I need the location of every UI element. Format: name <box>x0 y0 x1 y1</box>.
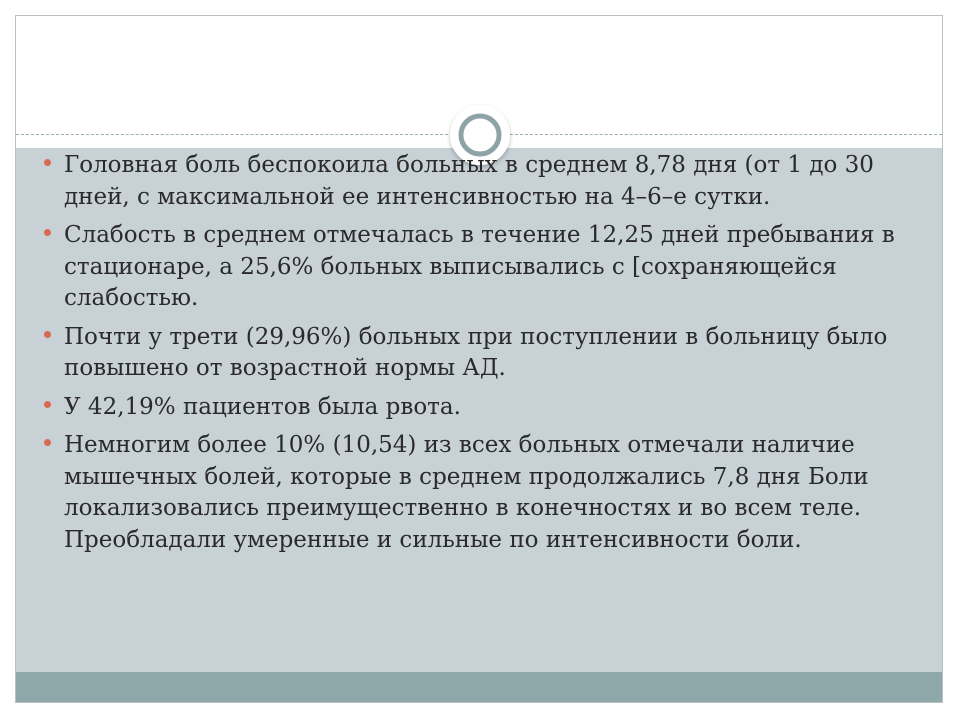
list-item <box>42 220 912 315</box>
bullet-text: Немногим более 10% (10,54) из всех больных отмечали наличие мышечных болей, которые в среднем продолжались 7,8 дня Боли локализовались преимущественно в конечностях и во всем теле. Преобладали умеренные и сильные по интенсивности боли. <box>64 432 869 553</box>
bullet-text: Головная боль беспокоила больных в среднем 8,78 дня (от 1 до 30 дней, с максимальной ее интенсивностью на 4–6–е сутки. <box>64 152 874 210</box>
footer-bar <box>16 672 942 703</box>
list-item <box>42 392 912 424</box>
bullet-text: Почти у трети (29,96%) больных при поступлении в больницу было повышено от возрастной нормы АД. <box>64 323 888 381</box>
list-item <box>42 322 912 385</box>
list-item <box>42 150 912 213</box>
bullet-dot-icon <box>44 439 51 446</box>
bullet-text: У 42,19% пациентов была рвота. <box>64 393 461 420</box>
bullet-text: Слабость в среднем отмечалась в течение 12,25 дней пребывания в стационаре, а 25,6% больных выписывались с [сохраняющейся слабостью. <box>64 222 895 311</box>
list-item <box>42 430 912 556</box>
bullet-dot-icon <box>44 159 51 166</box>
bullet-dot-icon <box>44 331 51 338</box>
bullet-dot-icon <box>44 229 51 236</box>
bullet-dot-icon <box>44 401 51 408</box>
bullet-list <box>42 150 912 563</box>
